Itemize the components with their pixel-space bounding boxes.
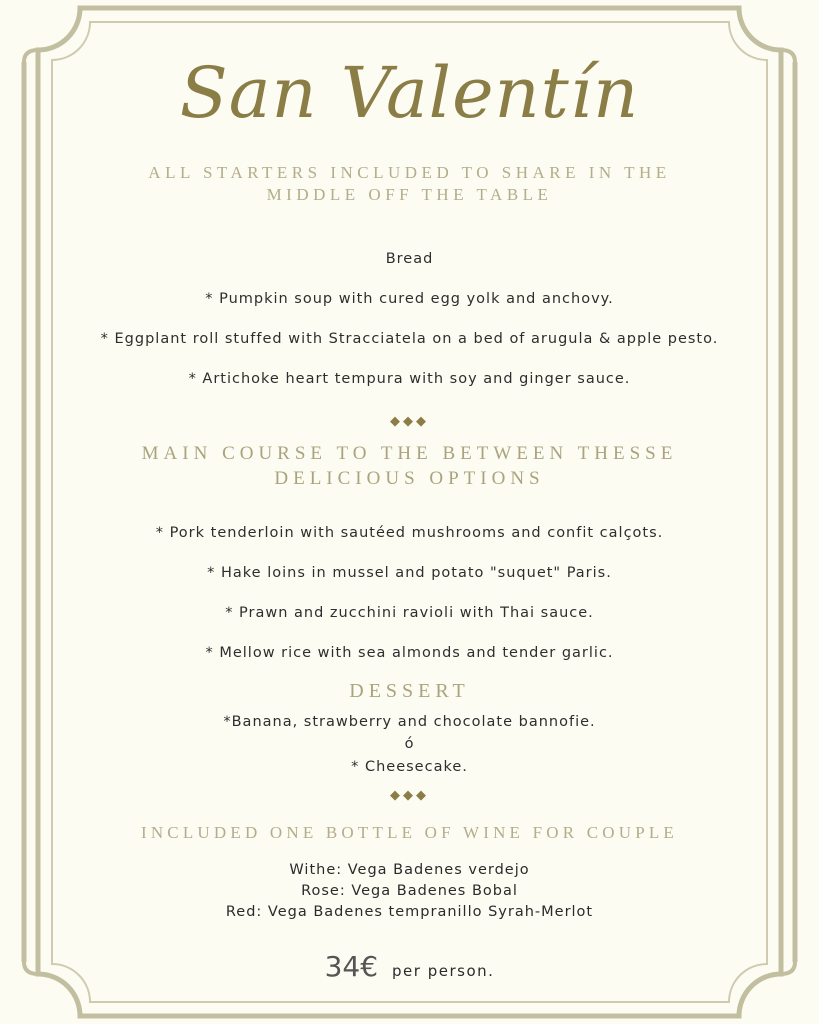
starter-item: Bread [385,251,434,267]
dessert-separator: ó [404,736,415,752]
main-item: * Prawn and zucchini ravioli with Thai sauce. [225,605,594,621]
main-item: * Hake loins in mussel and potato "suquet" Paris. [207,565,612,581]
main-item: * Mellow rice with sea almonds and tender garlic. [205,645,614,661]
dessert-heading: DESSERT [349,680,470,702]
wine-list [0,860,819,923]
starters-heading: ALL STARTERS INCLUDED TO SHARE IN THE MIDDLE OFF THE TABLE [148,163,671,205]
price-amount: 34€ [324,950,379,983]
starter-item: * Artichoke heart tempura with soy and ginger sauce. [188,371,631,387]
price-line [0,950,819,983]
starter-item: * Eggplant roll stuffed with Stracciatela on a bed of arugula & apple pesto. [100,331,719,347]
main-course-heading: MAIN COURSE TO THE BETWEEN THESSE DELICIOUS OPTIONS [141,443,678,489]
main-item: * Pork tenderloin with sautéed mushrooms and confit calçots. [155,525,664,541]
diamond-divider-icon: ◆◆◆ [390,788,429,803]
wine-heading: INCLUDED ONE BOTTLE OF WINE FOR COUPLE [140,823,679,842]
starter-item: * Pumpkin soup with cured egg yolk and anchovy. [205,291,614,307]
wine-item: Withe: Vega Badenes verdejo [289,862,530,878]
wine-item: Rose: Vega Badenes Bobal [301,883,518,899]
dessert-item: * Cheesecake. [351,759,468,775]
price-unit: per person. [392,962,495,980]
diamond-divider-icon: ◆◆◆ [390,414,429,429]
page-title: San Valentín [179,52,640,134]
dessert-item: *Banana, strawberry and chocolate bannofie. [223,714,596,730]
wine-item: Red: Vega Badenes tempranillo Syrah-Merlot [225,904,594,920]
